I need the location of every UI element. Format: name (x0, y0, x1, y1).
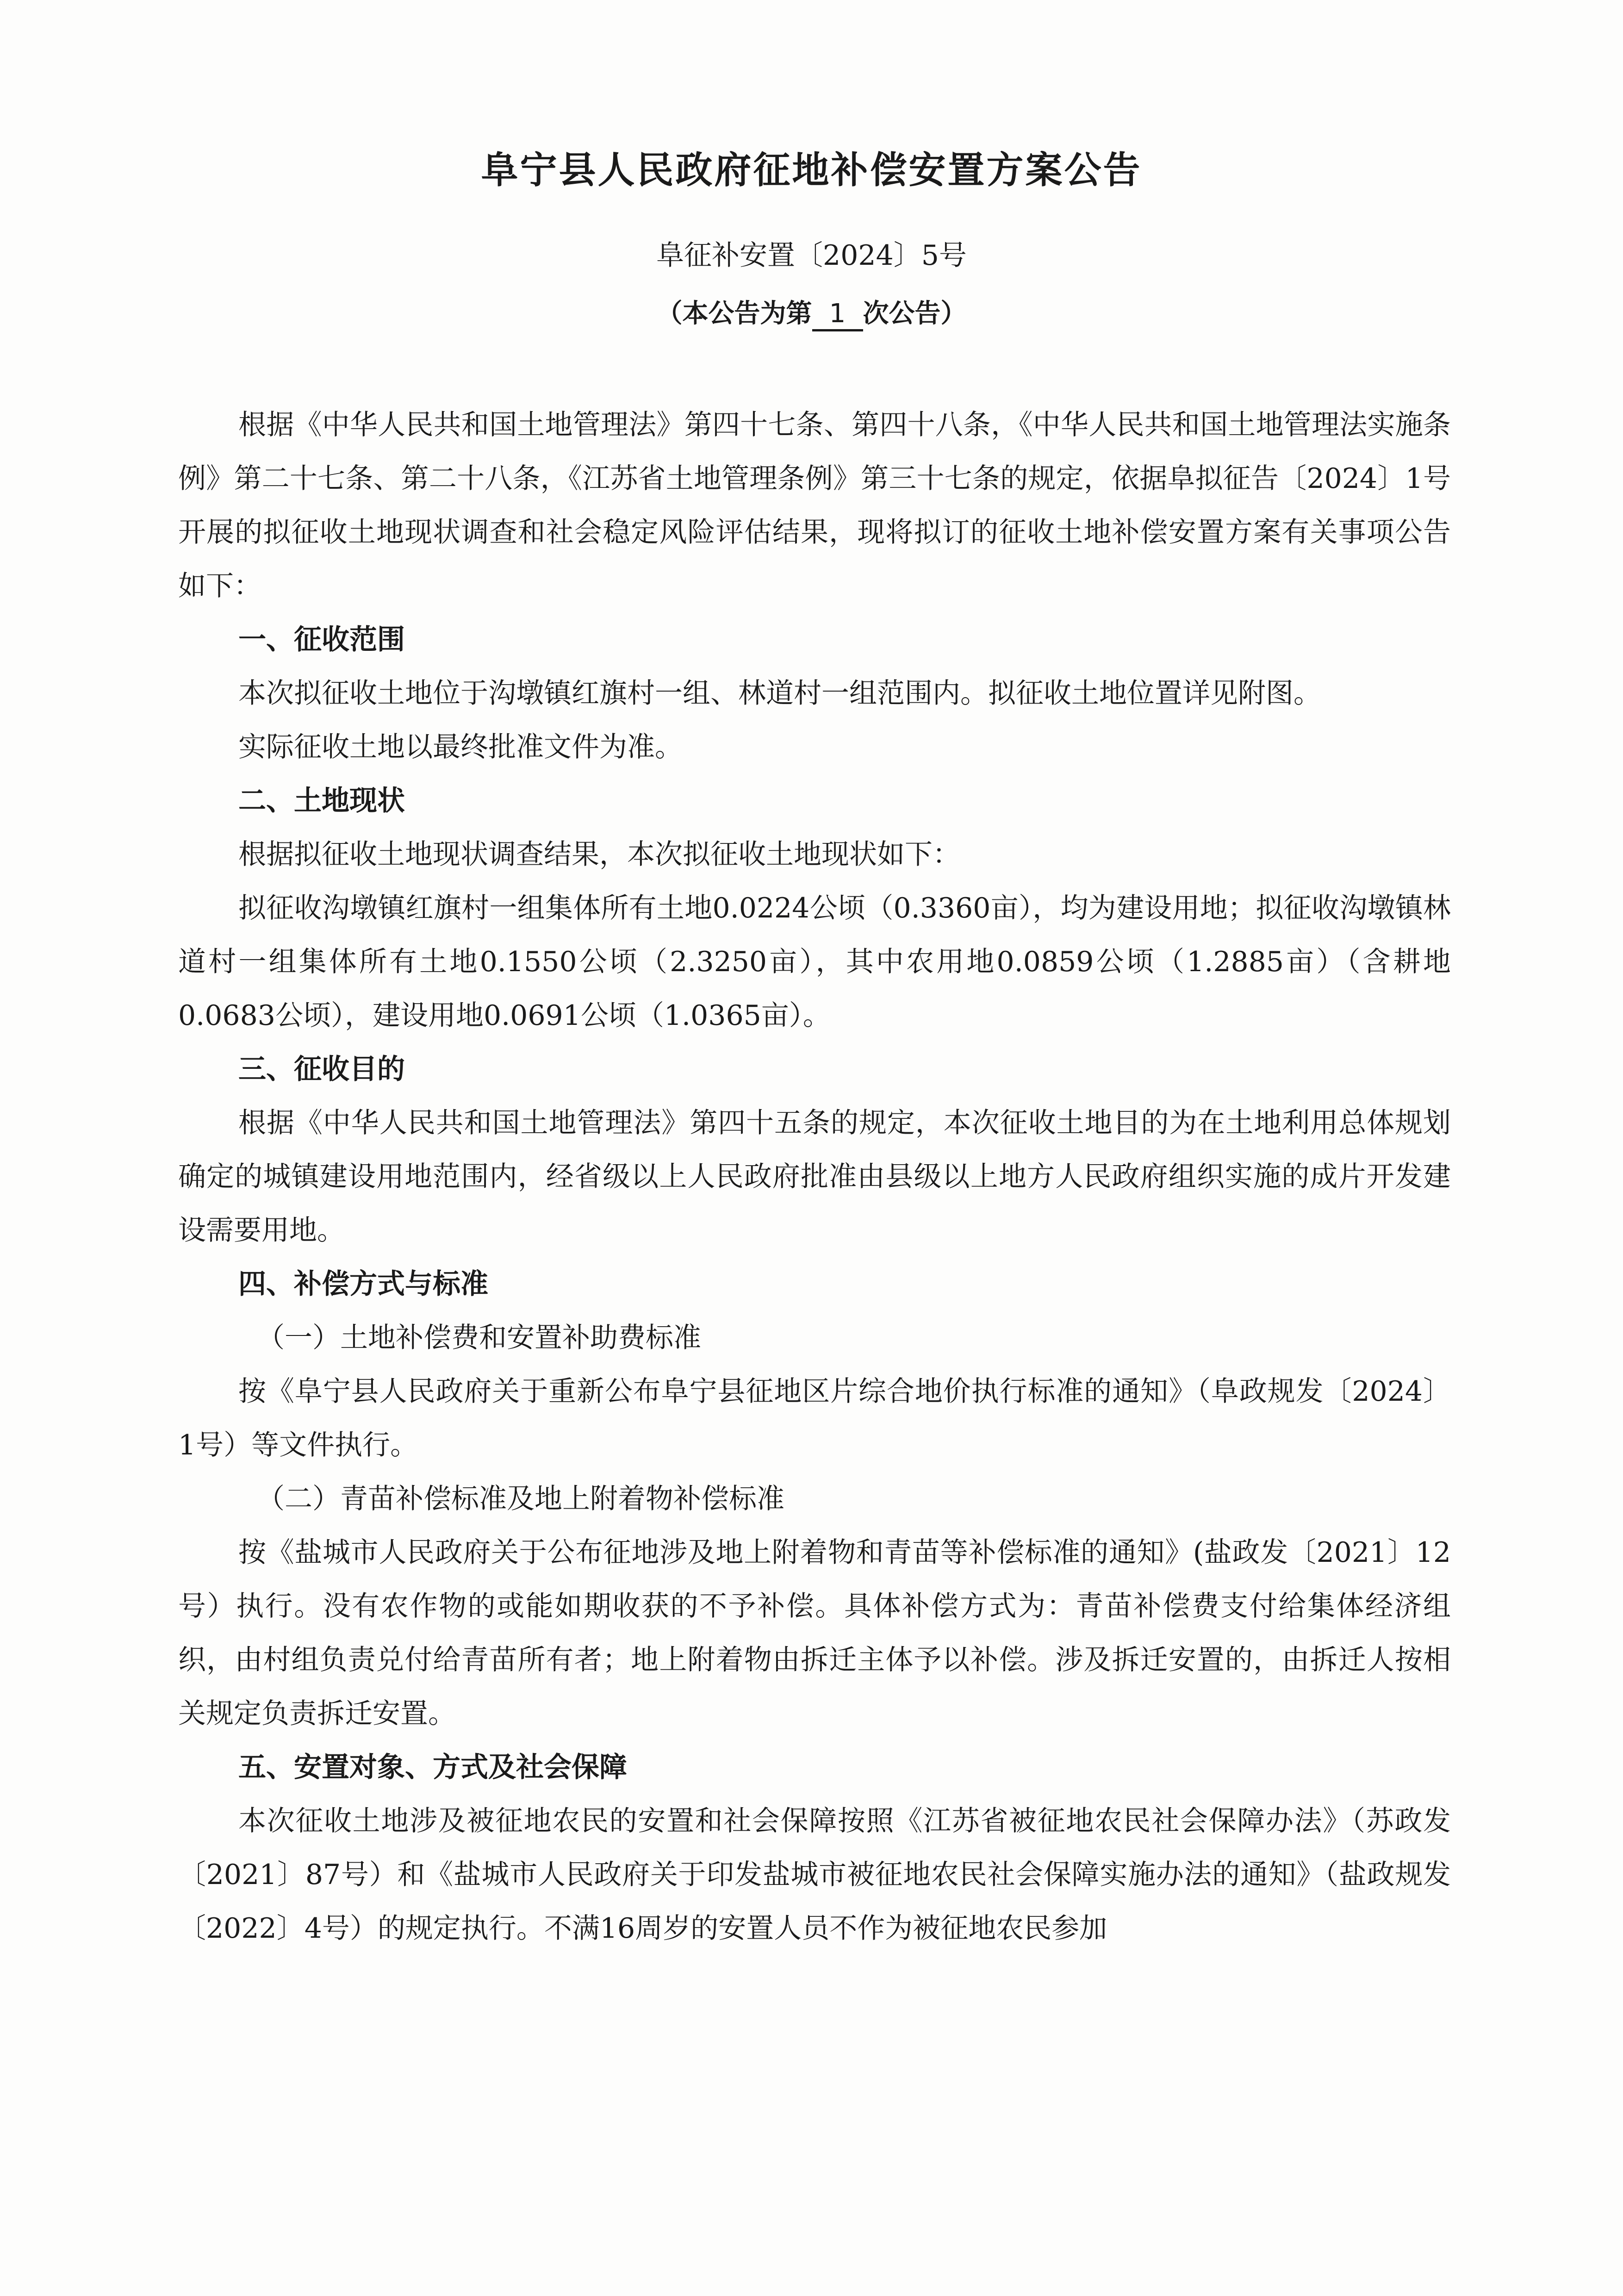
section-paragraph: 根据拟征收土地现状调查结果，本次拟征收土地现状如下： (238, 838, 960, 871)
section-paragraph: 按《阜宁县人民政府关于重新公布阜宁县征地区片综合地价执行标准的通知》（阜政规发〔2024〕1号）等文件执行。 (178, 1375, 1451, 1461)
document-body (178, 398, 1451, 1955)
section-paragraph: 根据《中华人民共和国土地管理法》第四十五条的规定，本次征收土地目的为在土地利用总体规划确定的城镇建设用地范围内，经省级以上人民政府批准由县级以上地方人民政府组织实施的成片开发建设需要用地。 (178, 1107, 1451, 1247)
edition-note (0, 295, 1623, 332)
section-paragraph: 拟征收沟墩镇红旗村一组集体所有土地0.0224公顷（0.3360亩），均为建设用地；拟征收沟墩镇林道村一组集体所有土地0.1550公顷（2.3250亩），其中农用地0.0859公顷（1.2885亩）（含耕地0.0683公顷），建设用地0.0691公顷（1.0365亩）。 (178, 892, 1451, 1032)
section-paragraph: 实际征收土地以最终批准文件为准。 (238, 731, 683, 763)
subsection-title: （一）土地补偿费和安置补助费标准 (257, 1322, 701, 1354)
section-paragraph: 本次拟征收土地位于沟墩镇红旗村一组、林道村一组范围内。拟征收土地位置详见附图。 (238, 677, 1321, 710)
edition-prefix: （本公告为第 (656, 299, 812, 329)
edition-suffix: 次公告） (863, 299, 967, 329)
document-number: 阜征补安置〔2024〕5号 (656, 239, 967, 272)
intro-paragraph: 根据《中华人民共和国土地管理法》第四十七条、第四十八条，《中华人民共和国土地管理法实施条例》第二十七条、第二十八条，《江苏省土地管理条例》第三十七条的规定，依据阜拟征告〔2024〕1号开展的拟征收土地现状调查和社会稳定风险评估结果，现将拟订的征收土地补偿安置方案有关事项公告如下： (178, 409, 1451, 602)
section-heading-purpose: 三、征收目的 (238, 1053, 405, 1086)
section-heading-resettlement: 五、安置对象、方式及社会保障 (238, 1751, 627, 1784)
section-paragraph: 按《盐城市人民政府关于公布征地涉及地上附着物和青苗等补偿标准的通知》(盐政发〔2021〕12号）执行。没有农作物的或能如期收获的不予补偿。具体补偿方式为：青苗补偿费支付给集体经济组织，由村组负责兑付给青苗所有者；地上附着物由拆迁主体予以补偿。涉及拆迁安置的，由拆迁人按相关规定负责拆迁安置。 (178, 1536, 1451, 1730)
section-heading-scope: 一、征收范围 (238, 624, 405, 656)
section-heading-land-status: 二、土地现状 (238, 785, 405, 817)
section-paragraph: 本次征收土地涉及被征地农民的安置和社会保障按照《江苏省被征地农民社会保障办法》（苏政发〔2021〕87号）和《盐城市人民政府关于印发盐城市被征地农民社会保障实施办法的通知》（盐政规发〔2022〕4号）的规定执行。不满16周岁的安置人员不作为被征地农民参加 (178, 1805, 1451, 1945)
document-title: 阜宁县人民政府征地补偿安置方案公告 (481, 149, 1142, 192)
edition-number: 1 (812, 299, 863, 331)
section-heading-compensation: 四、补偿方式与标准 (238, 1268, 488, 1300)
subsection-title: （二）青苗补偿标准及地上附着物补偿标准 (257, 1483, 784, 1515)
